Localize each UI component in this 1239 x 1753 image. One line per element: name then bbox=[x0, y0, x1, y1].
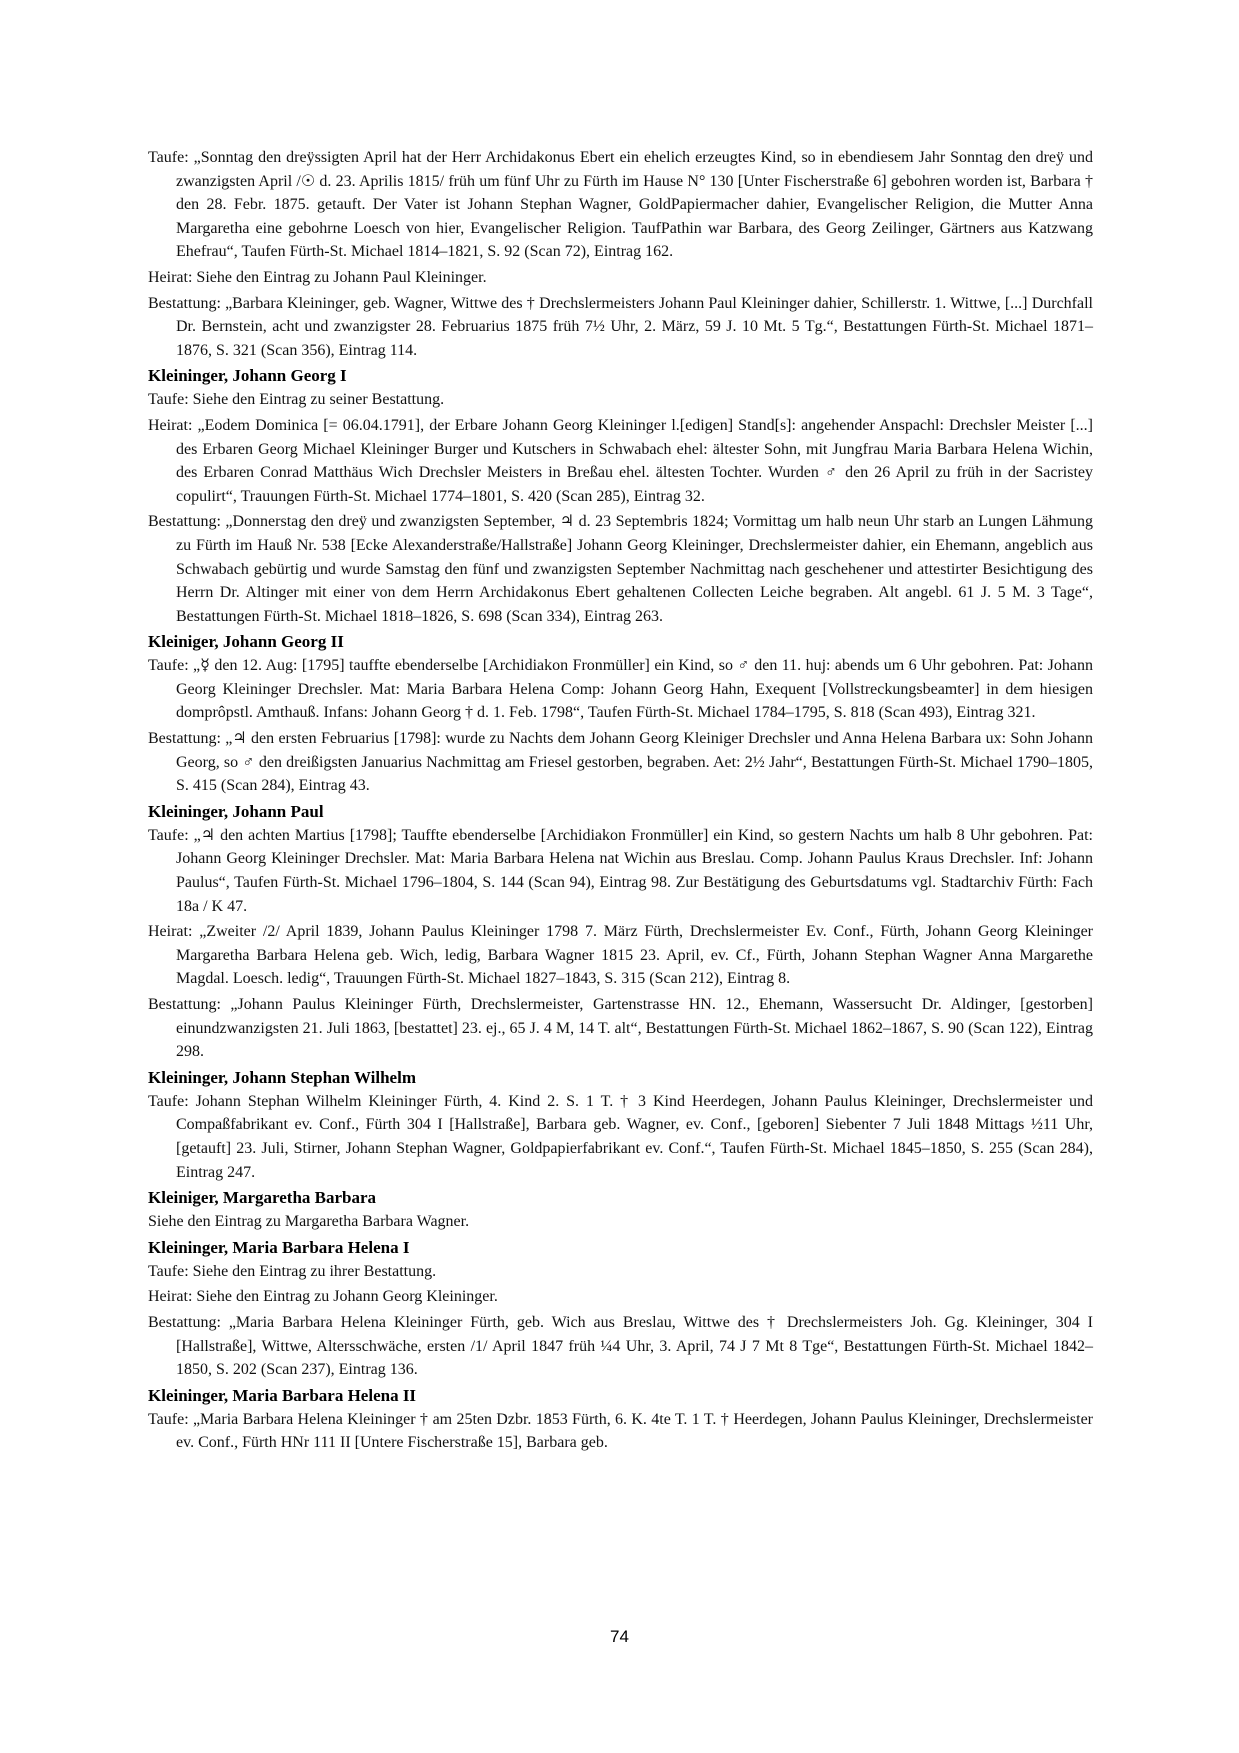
person-heading: Kleiniger, Johann Georg II bbox=[148, 632, 344, 652]
entry-text: Bestattung: „Maria Barbara Helena Kleininger Fürth, geb. Wich aus Breslau, Wittwe des † Drechslermeisters Joh. Gg. Kleininger, 304 I [Hallstraße], Wittwe, Altersschwäche, ersten /1/ April 1847 früh ¼4 Uhr, 3. April, 74 J 7 Mt 8 Tge“, Bestattungen Fürth-St. Michael 1842–1850, S. 202 (Scan 237), Eintrag 136. bbox=[148, 1313, 1093, 1379]
entry-text: Heirat: „Zweiter /2/ April 1839, Johann Paulus Kleininger 1798 7. März Fürth, Drechslermeister Ev. Conf., Fürth, Johann Georg Kleininger Margaretha Barbara Helena geb. Wich, ledig, Barbara Wagner 1815 23. April, ev. Cf., Fürth, Johann Stephan Wagner Anna Margarethe Magdal. Loesch. ledig“, Trauungen Fürth-St. Michael 1827–1843, S. 315 (Scan 212), Eintrag 8. bbox=[148, 923, 1093, 988]
entry-text: Taufe: „Maria Barbara Helena Kleininger † am 25ten Dzbr. 1853 Fürth, 6. K. 4te T. 1 T. † Heerdegen, Johann Paulus Kleininger, Drechslermeister ev. Conf., Fürth HNr 111 II [Untere Fischerstraße 15], Barbara geb. bbox=[148, 1410, 1093, 1452]
entry-text: Taufe: Johann Stephan Wilhelm Kleininger Fürth, 4. Kind 2. S. 1 T. † 3 Kind Heerdegen, Johann Paulus Kleininger, Drechslermeister und Compaßfabrikant ev. Conf., Fürth 304 I [Hallstraße], Barbara geb. Wagner, ev. Conf., [geboren] Siebenter 7 Juli 1848 Mittags ½11 Uhr, [getauft] 23. Juli, Stirner, Johann Stephan Wagner, Goldpapierfabrikant ev. Conf.“, Taufen Fürth-St. Michael 1845–1850, S. 255 (Scan 284), Eintrag 247. bbox=[148, 1092, 1093, 1181]
person-heading: Kleininger, Maria Barbara Helena I bbox=[148, 1237, 410, 1257]
entry-text: Taufe: Siehe den Eintrag zu seiner Bestattung. bbox=[148, 391, 445, 409]
person-heading: Kleininger, Johann Georg I bbox=[148, 366, 347, 386]
person-heading: Kleininger, Johann Stephan Wilhelm bbox=[148, 1067, 416, 1087]
entry-text: Heirat: Siehe den Eintrag zu Johann Paul Kleininger. bbox=[148, 268, 487, 286]
entry-text: Siehe den Eintrag zu Margaretha Barbara Wagner. bbox=[148, 1213, 470, 1231]
entry-text: Taufe: „☿ den 12. Aug: [1795] tauffte ebenderselbe [Archidiakon Fronmüller] ein Kind, so ♂ den 11. huj: abends um 6 Uhr gebohren. Pat: Johann Georg Kleininger Drechsler. Mat: Maria Barbara Helena Comp: Johann Georg Hahn, Exequent [Vollstreckungsbeamter] in dem hiesigen domprôpstl. Amthauß. Infans: Johann Georg † d. 1. Feb. 1798“, Taufen Fürth-St. Michael 1784–1795, S. 818 (Scan 493), Eintrag 321. bbox=[148, 657, 1093, 722]
person-heading: Kleininger, Johann Paul bbox=[148, 801, 324, 821]
document-page bbox=[148, 146, 1093, 1457]
entry-text: Taufe: Siehe den Eintrag zu ihrer Bestattung. bbox=[148, 1262, 437, 1280]
page-number: 74 bbox=[610, 1627, 629, 1646]
entry-text: Taufe: „♃ den achten Martius [1798]; Tauffte ebenderselbe [Archidiakon Fronmüller] ein Kind, so gestern Nachts um halb 8 Uhr gebohren. Pat: Johann Georg Kleininger Drechsler. Mat: Maria Barbara Helena nat Wichin aus Breslau. Comp. Johann Paulus Kraus Drechsler. Inf: Johann Paulus“, Taufen Fürth-St. Michael 1796–1804, S. 144 (Scan 94), Eintrag 98. Zur Bestätigung des Geburtsdatums vgl. Stadtarchiv Fürth: Fach 18a / K 47. bbox=[148, 826, 1093, 915]
entry-text: Bestattung: „♃ den ersten Februarius [1798]: wurde zu Nachts dem Johann Georg Kleiniger Drechsler und Anna Helena Barbara ux: Sohn Johann Georg, so ♂ den dreißigsten Januarius Nachmittag am Friesel gestorben, begraben. Aet: 2½ Jahr“, Bestattungen Fürth-St. Michael 1790–1805, S. 415 (Scan 284), Eintrag 43. bbox=[148, 730, 1093, 795]
entry-text: Taufe: „Sonntag den dreÿssigten April hat der Herr Archidakonus Ebert ein ehelich erzeugtes Kind, so in ebendiesem Jahr Sonntag den dreÿ und zwanzigsten April /☉ d. 23. Aprilis 1815/ früh um fünf Uhr zu Fürth im Hause N° 130 [Unter Fischerstraße 6] gebohren worden ist, Barbara † den 28. Febr. 1875. getauft. Der Vater ist Johann Stephan Wagner, GoldPapiermacher dahier, Evangelischer Religion, die Mutter Anna Margaretha eine gebohrne Loesch von hier, Evangelischer Religion. TaufPathin war Barbara, des Georg Zeilinger, Gärtners aus Katzwang Ehefrau“, Taufen Fürth-St. Michael 1814–1821, S. 92 (Scan 72), Eintrag 162. bbox=[148, 149, 1093, 261]
entry-text: Heirat: „Eodem Dominica [= 06.04.1791], der Erbare Johann Georg Kleininger l.[edigen] Stand[s]: angehender Anspachl: Drechsler Meister [...] des Erbaren Georg Michael Kleininger Burger und Kutschers in Schwabach ehel: ältester Sohn, mit Jungfrau Maria Barbara Helena Wichin, des Erbaren Conrad Matthäus Wich Drechsler Meisters in Breßau ehel. ältesten Tochter. Wurden ♂ den 26 April zu früh in der Sacristey copulirt“, Trauungen Fürth-St. Michael 1774–1801, S. 420 (Scan 285), Eintrag 32. bbox=[148, 416, 1093, 505]
person-heading: Kleiniger, Margaretha Barbara bbox=[148, 1188, 377, 1208]
entry-text: Heirat: Siehe den Eintrag zu Johann Georg Kleininger. bbox=[148, 1288, 498, 1306]
entry-text: Bestattung: „Barbara Kleininger, geb. Wagner, Wittwe des † Drechslermeisters Johann Paul Kleininger dahier, Schillerstr. 1. Wittwe, [...] Durchfall Dr. Bernstein, acht und zwanzigster 28. Februarius 1875 früh 7½ Uhr, 2. März, 59 J. 10 Mt. 5 Tg.“, Bestattungen Fürth-St. Michael 1871–1876, S. 321 (Scan 356), Eintrag 114. bbox=[148, 294, 1093, 359]
person-heading: Kleininger, Maria Barbara Helena II bbox=[148, 1385, 417, 1405]
entry-text: Bestattung: „Donnerstag den dreÿ und zwanzigsten September, ♃ d. 23 Septembris 1824; Vormittag um halb neun Uhr starb an Lungen Lähmung zu Fürth im Hauß Nr. 538 [Ecke Alexanderstraße/Hallstraße] Johann Georg Kleininger, Drechslermeister dahier, ein Ehemann, angeblich aus Schwabach gebürtig und wurde Samstag den fünf und zwanzigsten September Nachmittag nach geschehener und attestirter Besichtigung des Herrn Dr. Altinger mit einer von dem Herrn Archidakonus Ebert gehaltenen Collecten Leiche begraben. Alt angebl. 61 J. 5 M. 3 Tage“, Bestattungen Fürth-St. Michael 1818–1826, S. 698 (Scan 334), Eintrag 263. bbox=[148, 513, 1093, 625]
entry-text: Bestattung: „Johann Paulus Kleininger Fürth, Drechslermeister, Gartenstrasse HN. 12., Ehemann, Wassersucht Dr. Aldinger, [gestorben] einundzwanzigsten 21. Juli 1863, [bestattet] 23. ej., 65 J. 4 M, 14 T. alt“, Bestattungen Fürth-St. Michael 1862–1867, S. 90 (Scan 122), Eintrag 298. bbox=[148, 996, 1093, 1061]
